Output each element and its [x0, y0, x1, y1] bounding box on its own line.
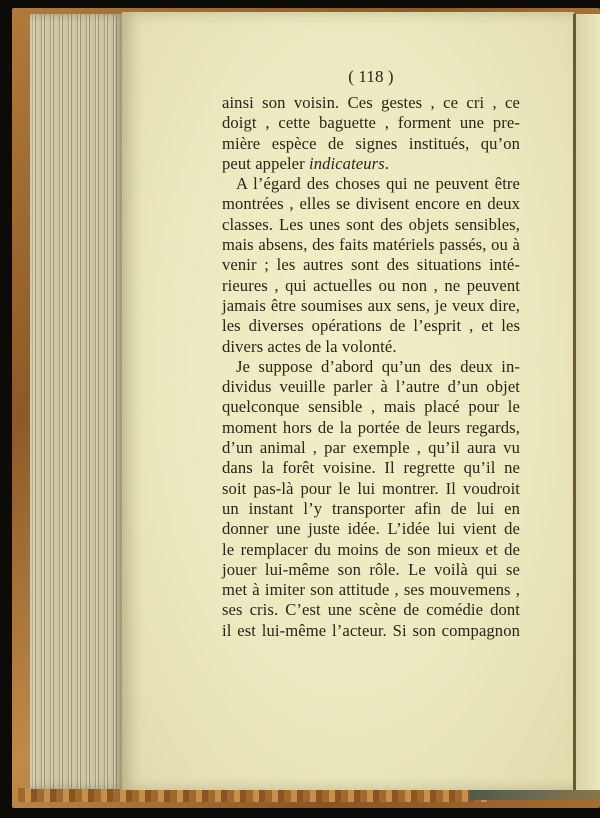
text-line: jouer lui-même son rôle. Le voilà qui se: [222, 559, 520, 579]
italic-term: indicateurs: [309, 153, 385, 173]
text-line: venir ; les autres sont des situations inté-: [222, 255, 520, 275]
text-line: Je suppose d’abord qu’un des deux in-: [236, 356, 520, 376]
text-line: un instant l’y transporter afin de lui en: [222, 498, 520, 518]
text-line: moment hors de la portée de leurs regards,: [222, 417, 520, 437]
text-line: mière espèce de signes institués, qu’on: [222, 133, 520, 153]
page-number: ( 118 ): [348, 67, 394, 86]
text-line: dans la forêt voisine. Il regrette qu’il ne: [222, 458, 520, 478]
paragraph-3: [222, 357, 520, 641]
text-line: les diverses opérations de l’esprit , et les: [222, 316, 520, 336]
text-line: classes. Les unes sont des objets sensibles,: [222, 214, 520, 234]
text-line: jamais être soumises aux sens, je veux dire,: [222, 295, 520, 315]
paragraph-1: [222, 93, 520, 174]
text-line: montrées , elles se divisent encore en deux: [222, 194, 520, 214]
next-page-sliver: [576, 14, 600, 790]
text-line: rieures , qui actuelles ou non , ne peuvent: [222, 275, 520, 295]
text-line: il est lui-même l’acteur. Si son compagnon: [222, 620, 520, 640]
text-line: quelconque sensible , mais placé pour le: [222, 397, 520, 417]
text-line: ainsi son voisin. Ces gestes , ce cri , ce: [222, 93, 520, 112]
text-line: divers actes de la volonté.: [222, 336, 397, 356]
text-line: le remplacer du moins de son mieux et de: [222, 539, 520, 559]
text-line: donner une juste idée. L’idée lui vient de: [222, 519, 520, 539]
page-text: [222, 67, 520, 641]
text-line: ses cris. C’est une scène de comédie dont: [222, 600, 520, 620]
text-line: mais absens, des faits matériels passés, ou à: [222, 235, 520, 255]
text-line: d’un animal , par exemple , qu’il aura vu: [222, 438, 520, 458]
text-line: met à imiter son attitude , ses mouvemens ,: [222, 580, 520, 600]
text-line: dividus veuille parler à l’autre d’un objet: [222, 377, 520, 397]
text-fragment: .: [384, 153, 390, 173]
text-line: doigt , cette baguette , forment une pre-: [222, 113, 520, 133]
text-fragment: peut appeler: [222, 153, 309, 173]
text-line: soit pas-là pour le lui montrer. Il voudroit: [222, 478, 520, 498]
book-cover-bottom-edge: [18, 788, 488, 802]
book-cover-bottom-right-edge: [470, 790, 600, 800]
page-edges-stack: [30, 14, 124, 789]
text-line: [222, 154, 520, 174]
paragraph-2: [222, 174, 520, 357]
text-line: A l’égard des choses qui ne peuvent être: [236, 174, 520, 194]
